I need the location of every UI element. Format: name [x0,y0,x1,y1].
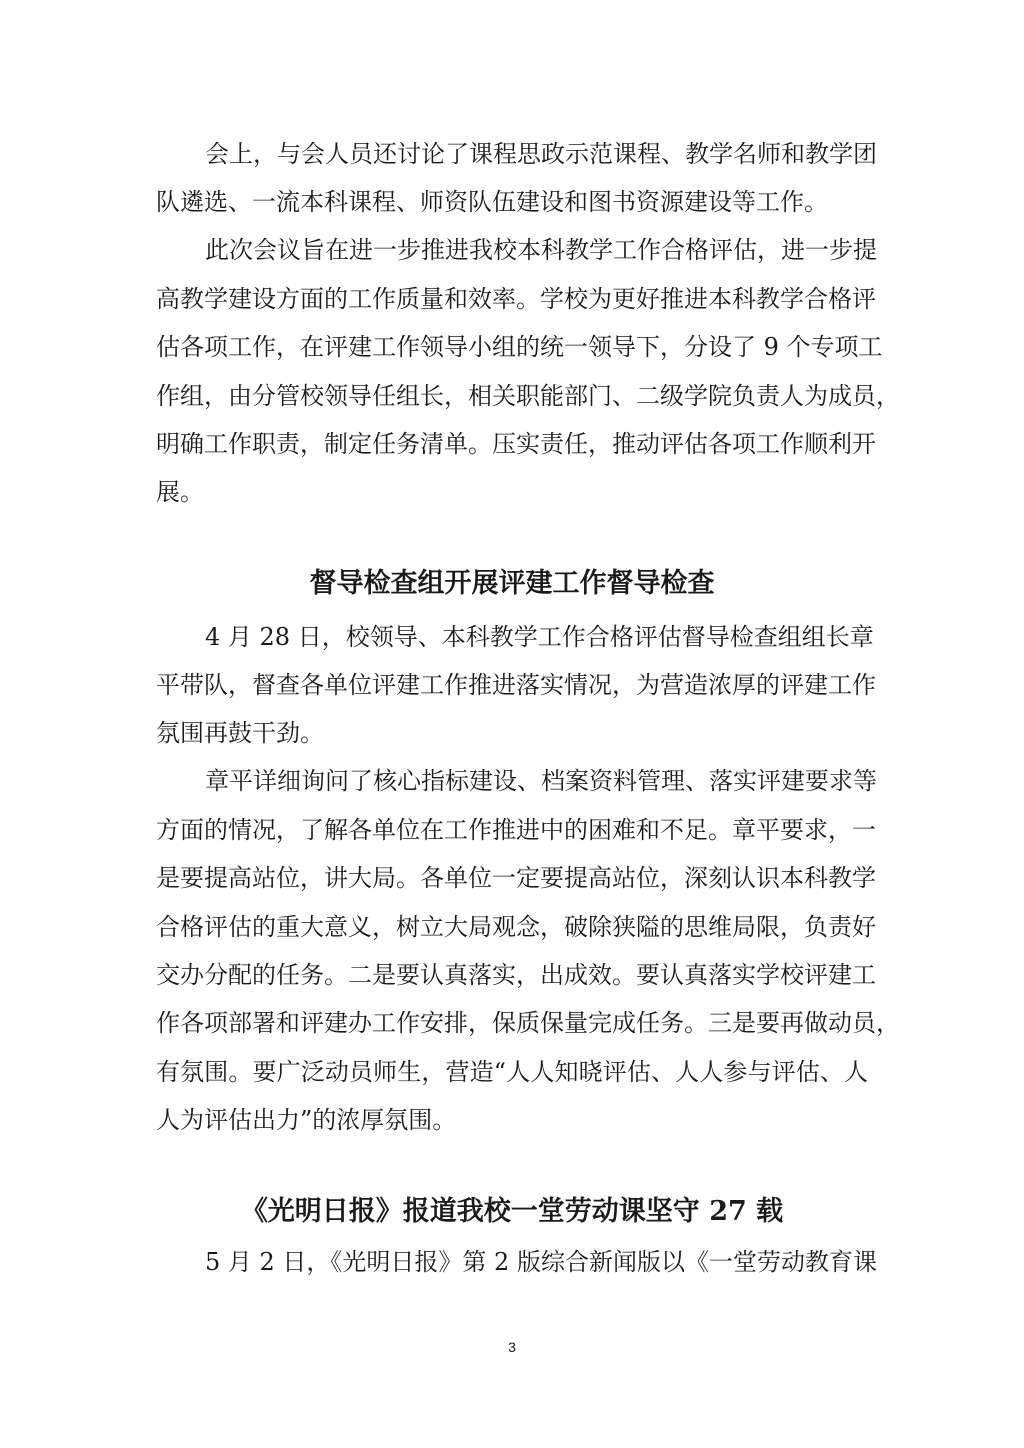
s1-p2-line-4: 作组，由分管校领导任组长，相关职能部门、二级学院负责人为成员， [156,382,900,410]
s1-p1-line-2: 队遴选、一流本科课程、师资队伍建设和图书资源建设等工作。 [156,188,828,216]
s2-p2-line-5: 交办分配的任务。二是要认真落实，出成效。要认真落实学校评建工 [156,961,876,989]
s2-p1-line-3: 氛围再鼓干劲。 [156,719,324,747]
s3-p1-line-1: 5 月 2 日，《光明日报》第 2 版综合新闻版以《一堂劳动教育课 [205,1248,877,1276]
s1-p2-line-6: 展。 [156,478,204,506]
s1-p2-line-2: 高教学建设方面的工作质量和效率。学校为更好推进本科教学合格评 [156,285,876,313]
section-2-title: 督导检查组开展评建工作督导检查 [309,568,715,599]
section-3-title: 《光明日报》报道我校一堂劳动课坚守 27 载 [240,1196,784,1227]
s2-p2-line-4: 合格评估的重大意义，树立大局观念，破除狭隘的思维局限，负责好 [156,913,876,941]
s2-p2-line-3: 是要提高站位，讲大局。各单位一定要提高站位，深刻认识本科教学 [156,864,876,892]
s2-p1-line-2: 平带队，督查各单位评建工作推进落实情况，为营造浓厚的评建工作 [156,671,876,699]
s1-p2-line-3: 估各项工作，在评建工作领导小组的统一领导下，分设了 9 个专项工 [156,333,883,361]
s2-p2-line-6: 作各项部署和评建办工作安排，保质保量完成任务。三是要再做动员， [156,1009,900,1037]
page-number: 3 [508,1339,516,1355]
s2-p2-line-8: 人为评估出力”的浓厚氛围。 [156,1106,457,1134]
s2-p2-line-7: 有氛围。要广泛动员师生，营造“人人知晓评估、人人参与评估、人 [156,1058,868,1086]
s2-p2-line-1: 章平详细询问了核心指标建设、档案资料管理、落实评建要求等 [205,767,877,795]
s2-p1-line-1: 4 月 28 日，校领导、本科教学工作合格评估督导检查组组长章 [205,623,874,651]
s1-p1-line-1: 会上，与会人员还讨论了课程思政示范课程、教学名师和教学团 [205,140,877,168]
s1-p2-line-5: 明确工作职责，制定任务清单。压实责任，推动评估各项工作顺利开 [156,430,876,458]
s2-p2-line-2: 方面的情况，了解各单位在工作推进中的困难和不足。章平要求，一 [156,816,876,844]
s1-p2-line-1: 此次会议旨在进一步推进我校本科教学工作合格评估，进一步提 [205,236,877,264]
